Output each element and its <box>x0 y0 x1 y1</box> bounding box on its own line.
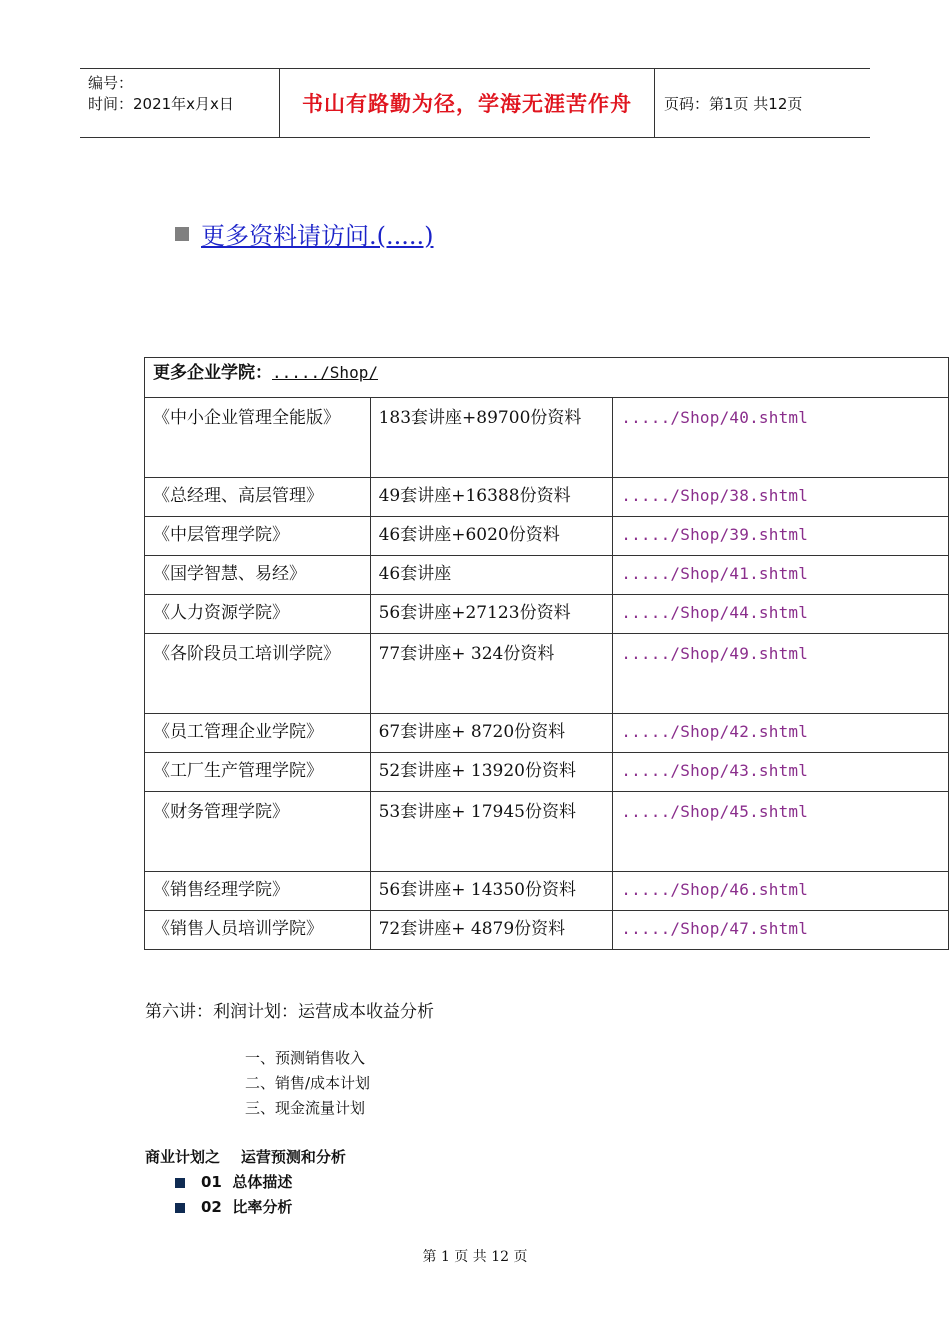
course-link-cell[interactable]: ...../Shop/40.shtml <box>613 398 949 478</box>
table-row <box>145 517 949 556</box>
page-header <box>80 68 870 138</box>
table-header-cell <box>145 358 949 398</box>
bullet-item <box>175 1170 292 1195</box>
number-label: 编号： <box>88 74 134 92</box>
course-link-cell[interactable]: ...../Shop/41.shtml <box>613 556 949 595</box>
lecture-item: 一、预测销售收入 <box>245 1049 366 1067</box>
course-desc-cell: 46套讲座 <box>370 556 613 595</box>
lecture-item: 二、销售/成本计划 <box>245 1074 371 1092</box>
course-desc-cell: 77套讲座+ 324份资料 <box>370 634 613 714</box>
course-desc-cell: 53套讲座+ 17945份资料 <box>370 792 613 872</box>
course-link-cell[interactable]: ...../Shop/46.shtml <box>613 872 949 911</box>
business-plan-title: 商业计划之 运营预测和分析 <box>145 1148 346 1166</box>
lecture-items <box>245 1046 370 1121</box>
promo-line <box>175 216 434 251</box>
table-row <box>145 792 949 872</box>
table-row <box>145 911 949 950</box>
course-link-cell[interactable]: ...../Shop/42.shtml <box>613 714 949 753</box>
course-desc-cell: 67套讲座+ 8720份资料 <box>370 714 613 753</box>
course-link-cell[interactable]: ...../Shop/44.shtml <box>613 595 949 634</box>
table-row <box>145 872 949 911</box>
course-name-cell: 《人力资源学院》 <box>145 595 371 634</box>
course-desc-cell: 49套讲座+16388份资料 <box>370 478 613 517</box>
table-row <box>145 753 949 792</box>
course-desc-cell: 183套讲座+89700份资料 <box>370 398 613 478</box>
gray-square-bullet-icon <box>175 227 189 241</box>
course-desc-cell: 72套讲座+ 4879份资料 <box>370 911 613 950</box>
course-name-cell: 《销售人员培训学院》 <box>145 911 371 950</box>
page-footer: 第 1 页 共 12 页 <box>422 1249 528 1265</box>
more-resources-link[interactable]: 更多资料请访问.(.....) <box>201 222 434 250</box>
header-meta <box>80 69 280 137</box>
course-name-cell: 《销售经理学院》 <box>145 872 371 911</box>
course-name-cell: 《总经理、高层管理》 <box>145 478 371 517</box>
course-link-cell[interactable]: ...../Shop/38.shtml <box>613 478 949 517</box>
bullet-text: 01 总体描述 <box>201 1173 293 1191</box>
course-link-cell[interactable]: ...../Shop/49.shtml <box>613 634 949 714</box>
course-link-cell[interactable]: ...../Shop/39.shtml <box>613 517 949 556</box>
course-desc-cell: 52套讲座+ 13920份资料 <box>370 753 613 792</box>
course-desc-cell: 56套讲座+27123份资料 <box>370 595 613 634</box>
lecture-title: 第六讲：利润计划：运营成本收益分析 <box>145 1002 434 1022</box>
time-label: 时间：2021年x月x日 <box>88 95 234 113</box>
table-row <box>145 478 949 517</box>
table-header-link[interactable]: ...../Shop/ <box>272 363 378 382</box>
navy-square-bullet-icon <box>175 1203 185 1213</box>
course-name-cell: 《国学智慧、易经》 <box>145 556 371 595</box>
lecture-item: 三、现金流量计划 <box>245 1099 366 1117</box>
navy-square-bullet-icon <box>175 1178 185 1188</box>
course-link-cell[interactable]: ...../Shop/47.shtml <box>613 911 949 950</box>
course-table <box>144 357 949 950</box>
course-name-cell: 《中小企业管理全能版》 <box>145 398 371 478</box>
table-row <box>145 595 949 634</box>
bullet-item <box>175 1195 292 1220</box>
table-header-label: 更多企业学院： <box>153 363 272 383</box>
course-desc-cell: 46套讲座+6020份资料 <box>370 517 613 556</box>
course-link-cell[interactable]: ...../Shop/45.shtml <box>613 792 949 872</box>
header-motto: 书山有路勤为径，学海无涯苦作舟 <box>280 69 655 137</box>
table-header-row <box>145 358 949 398</box>
bullet-text: 02 比率分析 <box>201 1198 293 1216</box>
course-name-cell: 《各阶段员工培训学院》 <box>145 634 371 714</box>
business-bullets <box>175 1170 292 1220</box>
course-name-cell: 《工厂生产管理学院》 <box>145 753 371 792</box>
course-desc-cell: 56套讲座+ 14350份资料 <box>370 872 613 911</box>
course-link-cell[interactable]: ...../Shop/43.shtml <box>613 753 949 792</box>
course-name-cell: 《员工管理企业学院》 <box>145 714 371 753</box>
table-row <box>145 398 949 478</box>
course-name-cell: 《中层管理学院》 <box>145 517 371 556</box>
course-name-cell: 《财务管理学院》 <box>145 792 371 872</box>
table-row <box>145 714 949 753</box>
table-row <box>145 556 949 595</box>
table-row <box>145 634 949 714</box>
header-page-info: 页码：第1页 共12页 <box>664 94 803 113</box>
